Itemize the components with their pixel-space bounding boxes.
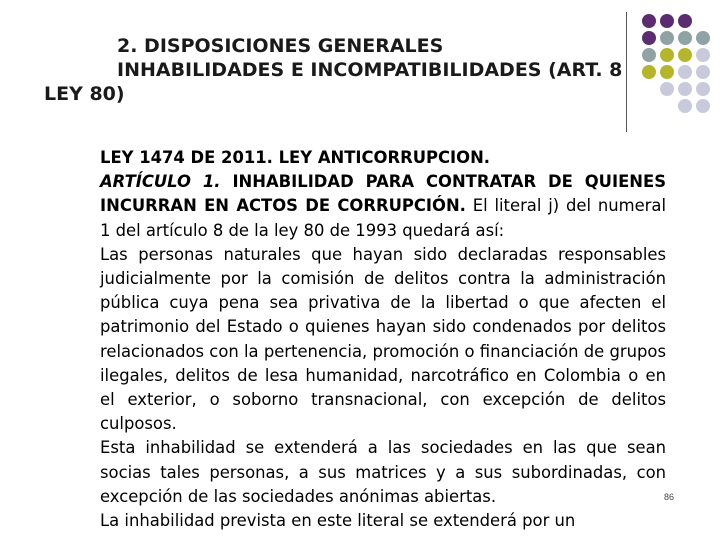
- decorative-dot: [660, 31, 674, 45]
- page-number: 86: [664, 492, 675, 502]
- decorative-dot: [660, 14, 674, 28]
- decorative-dot: [642, 31, 656, 45]
- article-paragraph: [100, 170, 666, 243]
- decorative-dot: [642, 65, 656, 79]
- decorative-dot: [678, 65, 692, 79]
- law-heading: LEY 1474 DE 2011. LEY ANTICORRUPCION.: [100, 148, 491, 167]
- paragraph-3: La inhabilidad prevista en este literal se extenderá por un: [100, 511, 576, 531]
- article-number: ARTÍCULO 1.: [100, 172, 221, 192]
- article-title: INHABILIDAD PARA CONTRATAR DE QUIENES INCURRAN EN ACTOS DE CORRUPCIÓN.: [100, 172, 666, 216]
- paragraph-1: Las personas naturales que hayan sido declaradas responsables judicialmente por la comisión de delitos contra la administración pública cuya pena sea privativa de la libertad o que afecten el patrimonio del Estado o quienes hayan sido condenados por delitos relacionados con la pertenencia, promoción o financiación de grupos ilegales, delitos de lesa humanidad, narcotráfico en Colombia o en el exterior, o soborno transnacional, con excepción de delitos culposos.: [100, 244, 666, 434]
- decorative-dot: [696, 99, 710, 113]
- decorative-dot: [642, 14, 656, 28]
- decorative-dot: [660, 82, 674, 96]
- decorative-dot: [696, 82, 710, 96]
- decorative-dot: [696, 65, 710, 79]
- decorative-dot: [678, 99, 692, 113]
- decorative-dot-grid: [642, 14, 720, 124]
- decorative-dot: [678, 82, 692, 96]
- title-line-2: INHABILIDADES E INCOMPATIBILIDADES (ART. 8: [117, 59, 623, 81]
- decorative-dot: [678, 31, 692, 45]
- decorative-dot: [678, 14, 692, 28]
- decorative-dot: [642, 48, 656, 62]
- title-line-3: LEY 80): [44, 83, 125, 105]
- slide-title: [0, 34, 640, 106]
- title-line-1: 2. DISPOSICIONES GENERALES: [117, 35, 444, 57]
- decorative-dot: [660, 48, 674, 62]
- slide-body: [100, 146, 666, 533]
- paragraph-2: Esta inhabilidad se extenderá a las sociedades en las que sean socias tales personas, a sus matrices y a sus subordinadas, con excepción de las sociedades anónimas abiertas.: [100, 438, 666, 506]
- divider-line: [626, 12, 627, 132]
- decorative-dot: [678, 48, 692, 62]
- decorative-dot: [696, 31, 710, 45]
- decorative-dot: [660, 65, 674, 79]
- article-intro: El literal j) del numeral 1 del artículo 8 de la ley 80 de 1993 quedará así:: [100, 196, 666, 240]
- decorative-dot: [696, 48, 710, 62]
